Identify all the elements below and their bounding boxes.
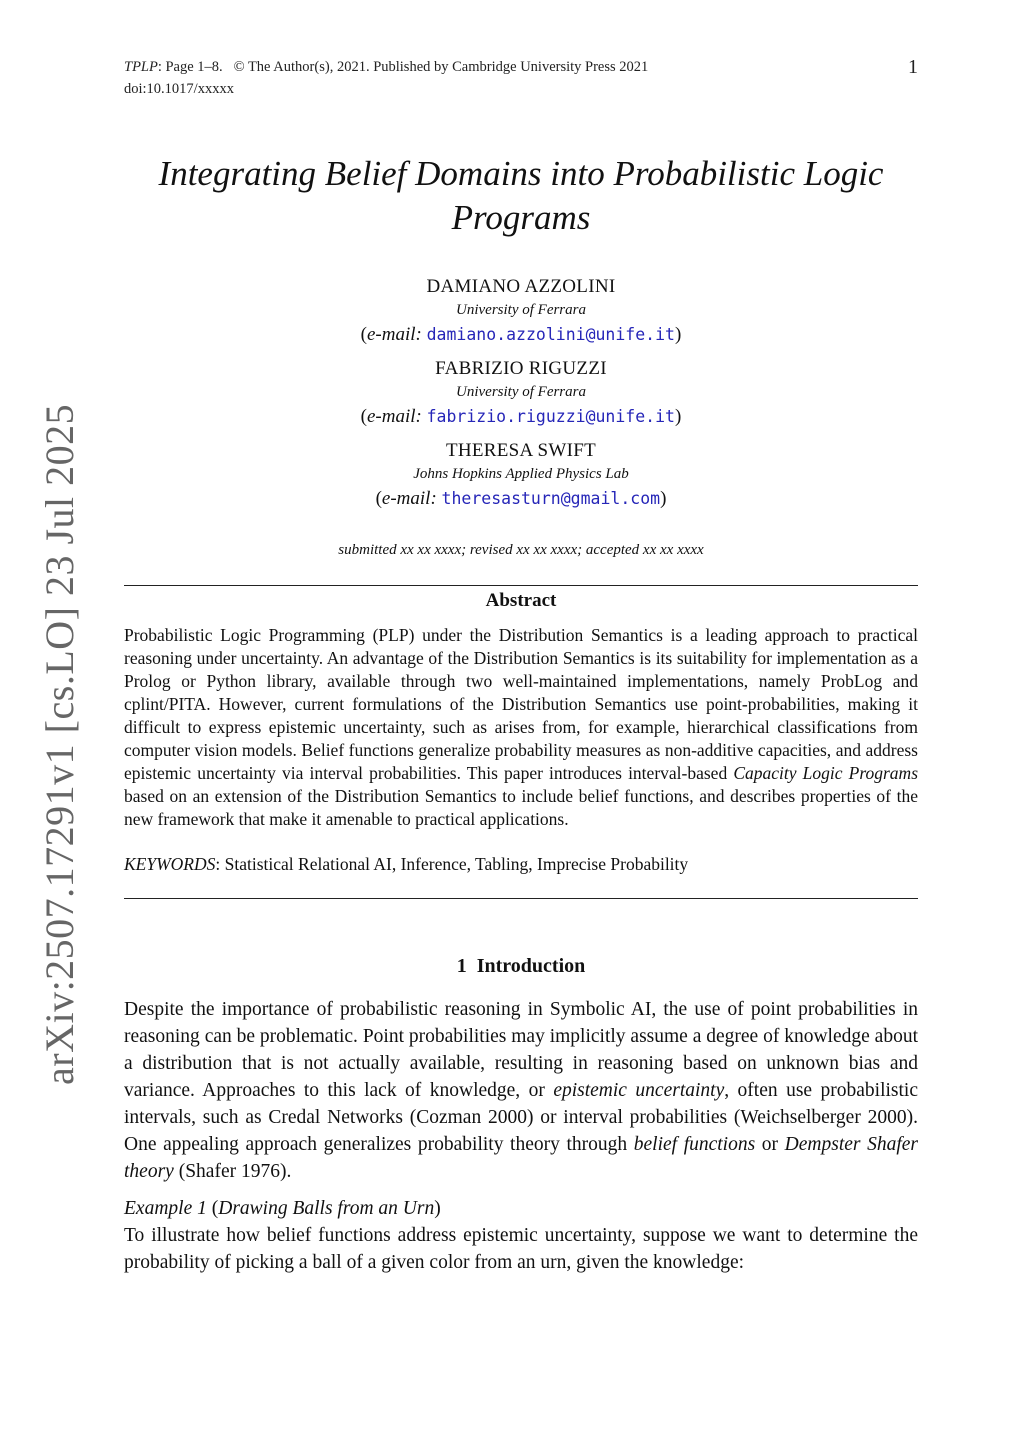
author-email-link[interactable]: theresasturn@gmail.com — [441, 489, 661, 508]
intro-emphasis-2: belief functions — [633, 1134, 756, 1155]
author-name: DAMIANO AZZOLINI — [426, 276, 616, 297]
author-affiliation: Johns Hopkins Applied Physics Lab — [413, 466, 629, 482]
intro-text-4: (Shafer 1976). — [178, 1161, 292, 1182]
doi: doi:10.1017/xxxxx — [124, 81, 234, 97]
example-name: Drawing Balls from an Urn — [218, 1198, 435, 1219]
author-affiliation: University of Ferrara — [456, 302, 586, 318]
page-range: : Page 1–8. — [157, 59, 223, 75]
email-label: e-mail: — [367, 324, 422, 345]
title-line-2: Programs — [451, 198, 591, 237]
page-content — [124, 56, 918, 1276]
author-email-line: (e-mail: theresasturn@gmail.com) — [375, 488, 667, 509]
author-list — [124, 274, 918, 514]
abstract-text-part-a: Probabilistic Logic Programming (PLP) under the Distribution Semantics is a leading approach to practical reasoning under uncertainty. An advantage of the Distribution Semantics is its suitability for implementation as a Prolog or Python library, available through two well-maintained implementations, namely ProbLog and cplint/PITA. However, current formulations of the Distribution Semantics use point-probabilities, making it difficult to express epistemic uncertainty, such as arises from, for example, hierarchical classifications from computer vision models. Belief functions generalize probability measures as non-additive capacities, and address epistemic uncertainty via interval probabilities. This paper introduces interval-based — [124, 625, 918, 783]
author-email-line: (e-mail: fabrizio.riguzzi@unife.it) — [360, 406, 682, 427]
author-block — [124, 356, 918, 432]
intro-text-1: Despite the importance of probabilistic reasoning in Symbolic AI, the use of point probabilities in reasoning can be problematic. Point probabilities may implicitly assume a degree of knowledge about a distribution that is not actually available, resulting in reasoning based on unknown bias and variance. Approaches to this lack of knowledge, or — [124, 999, 918, 1101]
abstract-text — [124, 624, 918, 831]
example-label: Example 1 — [124, 1198, 207, 1219]
section-number: 1 — [456, 955, 467, 977]
abstract-section — [124, 585, 918, 899]
intro-emphasis-1: epistemic uncertainty — [553, 1080, 725, 1101]
intro-text-2: , often use probabilistic intervals, such as Credal Networks (Cozman 2000) or interval probabilities (Weichselberger 2000). One appealing approach generalizes probability theory through — [124, 1080, 919, 1155]
author-email-link[interactable]: damiano.azzolini@unife.it — [426, 325, 675, 344]
abstract-text-part-b: based on an extension of the Distribution Semantics to include belief functions, and describes properties of the new framework that make it amenable to practical applications. — [124, 786, 918, 829]
title-line-1: Integrating Belief Domains into Probabilistic Logic — [158, 154, 884, 193]
abstract-emphasis: Capacity Logic Programs — [733, 763, 919, 783]
section-title: Introduction — [476, 955, 586, 977]
paper-title — [124, 152, 918, 240]
intro-emphasis-3: Dempster Shafer theory — [124, 1134, 918, 1182]
author-block — [124, 274, 918, 350]
example-heading: Example 1 (Drawing Balls from an Urn) — [124, 1198, 441, 1219]
abstract-top-rule — [124, 585, 918, 586]
intro-text-3: or — [761, 1134, 779, 1155]
keywords-label: KEYWORDS — [124, 854, 216, 874]
author-block — [124, 438, 918, 514]
intro-paragraph — [124, 996, 918, 1185]
abstract-heading: Abstract — [485, 590, 557, 611]
author-affiliation: University of Ferrara — [456, 384, 586, 400]
email-label: e-mail: — [381, 488, 437, 509]
copyright-notice: © The Author(s), 2021. Published by Cambridge University Press 2021 — [233, 59, 649, 75]
arxiv-identifier: arXiv:2507.17291v1 [cs.LO] 23 Jul 2025 — [37, 403, 82, 1085]
section-heading — [124, 955, 918, 978]
email-label: e-mail: — [367, 406, 422, 427]
author-email-line: (e-mail: damiano.azzolini@unife.it) — [360, 324, 682, 345]
author-email-link[interactable]: fabrizio.riguzzi@unife.it — [426, 407, 675, 426]
page-number: 1 — [908, 56, 918, 78]
journal-name: TPLP — [124, 59, 158, 75]
example-text: To illustrate how belief functions address epistemic uncertainty, suppose we want to determine the probability of picking a ball of a given color from an urn, given the knowledge: — [124, 1225, 918, 1273]
abstract-bottom-rule — [124, 898, 918, 899]
keywords — [124, 853, 918, 876]
keywords-list: : Statistical Relational AI, Inference, Tabling, Imprecise Probability — [215, 854, 689, 874]
running-head — [124, 56, 918, 100]
author-name: FABRIZIO RIGUZZI — [435, 358, 607, 379]
author-name: THERESA SWIFT — [445, 440, 597, 461]
submission-dates: submitted xx xx xxxx; revised xx xx xxxx; accepted xx xx xxxx — [338, 542, 704, 558]
